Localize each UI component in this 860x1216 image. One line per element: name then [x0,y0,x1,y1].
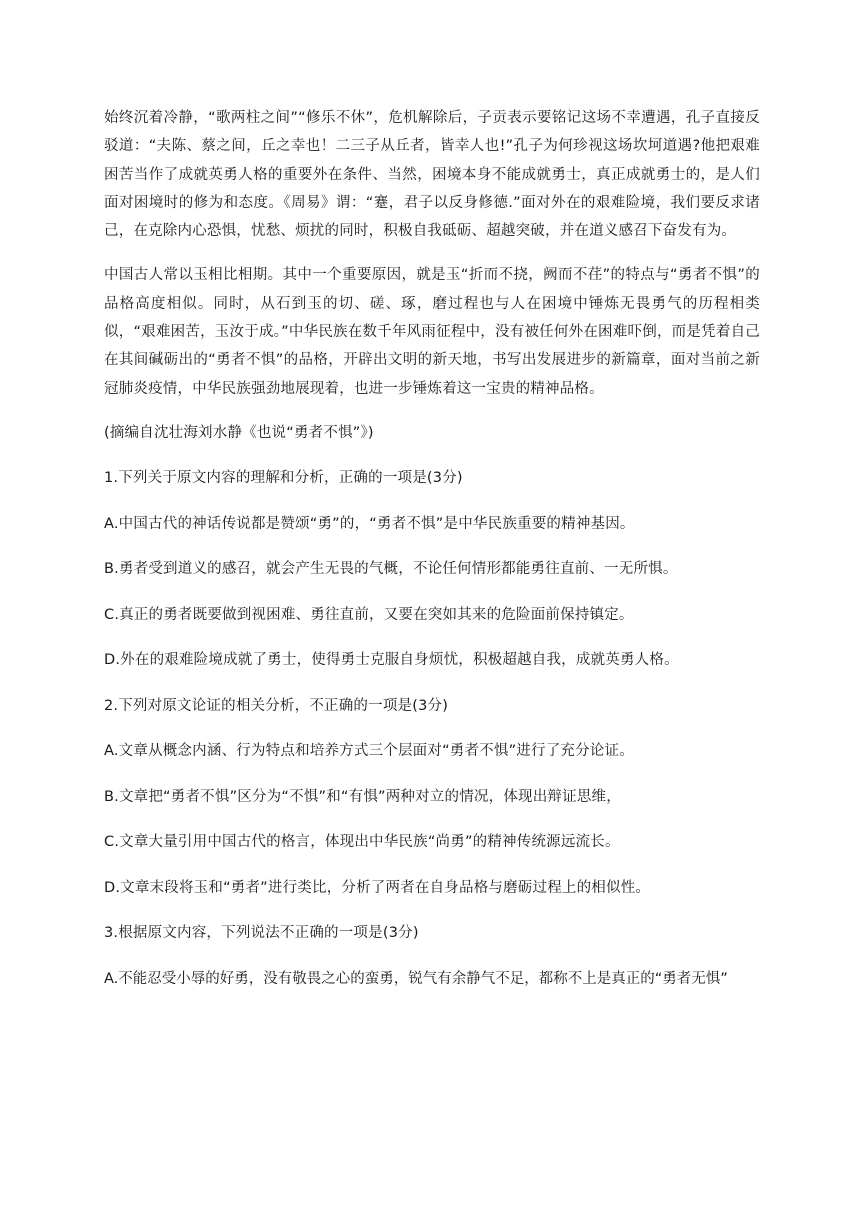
question-2-option-b: B.文章把“勇者不惧”区分为“不惧”和“有惧”两种对立的情况，体现出辩证思维， [104,788,621,805]
paragraph-confucius: 始终沉着冷静，“歌两柱之间”“修乐不休”，危机解除后，子贡表示要铭记这场不幸遭遇，孔子直接反驳道：“夫陈、蔡之间，丘之幸也！二三子从丘者，皆幸人也!”孔子为何珍视这场坎坷道遇?他把艰难困苦当作了成就英勇人格的重要外在条件、当然，困境本身不能成就勇士，真正成就勇士的，是人们面对困境时的修为和态度。《周易》谓：“蹇，君子以反身修德.”面对外在的艰难险境，我们要反求诸己，在克除内心恐惧，忧愁、烦扰的同时，积极自我砥砺、超越突破，并在道义感召下奋发有为。 [104,110,760,240]
question-2-option-d: D.文章末段将玉和“勇者”进行类比，分析了两者在自身品格与磨砺过程上的相似性。 [104,879,651,896]
question-3-option-a: A.不能忍受小辱的好勇，没有敬畏之心的蛮勇，锐气有余静气不足，都称不上是真正的“勇者无惧” [104,970,728,987]
question-2-stem: 2.下列对原文论证的相关分析，不正确的一项是(3分) [104,697,449,714]
document-page [104,104,760,1010]
question-1-option-b: B.勇者受到道义的感召，就会产生无畏的气概，不论任何情形都能勇往直前、一无所惧。 [104,561,678,578]
question-1-option-c: C.真正的勇者既要做到视困难、勇往直前，又要在突如其来的危险面前保持镇定。 [104,606,634,623]
question-3-stem: 3.根据原文内容，下列说法不正确的一项是(3分) [104,925,419,942]
paragraph-jade: 中国古人常以玉相比相期。其中一个重要原因，就是玉“折而不挠，阙而不荏”的特点与“勇者不惧”的品格高度相似。同时，从石到玉的切、磋、琢，磨过程也与人在困境中锤炼无畏勇气的历程相类似，“艰难困苦，玉汝于成。”中华民族在数千年风雨征程中，没有被任何外在困难吓倒，而是凭着自己在其间碱砺出的“勇者不惧”的品格，开辟出文明的新天地，书写出发展进步的新篇章，面对当前之新冠肺炎疫情，中华民族强劲地展现着，也进一步锤炼着这一宝贵的精神品格。 [104,267,760,397]
question-2-option-a: A.文章从概念内涵、行为特点和培养方式三个层面对“勇者不惧”进行了充分论证。 [104,743,634,760]
question-1-option-d: D.外在的艰难险境成就了勇士，使得勇士克服自身烦忧，积极超越自我，成就英勇人格。 [104,652,679,669]
question-1-stem: 1.下列关于原文内容的理解和分析，正确的一项是(3分) [104,470,463,487]
question-1-option-a: A.中国古代的神话传说都是赞颂“勇”的，“勇者不惧”是中华民族重要的精神基因。 [104,515,635,532]
source-citation: (摘编自沈壮海刘水静《也说“勇者不惧”》) [104,424,374,441]
question-2-option-c: C.文章大量引用中国古代的格言，体现出中华民族“尚勇”的精神传统源远流长。 [104,834,620,851]
